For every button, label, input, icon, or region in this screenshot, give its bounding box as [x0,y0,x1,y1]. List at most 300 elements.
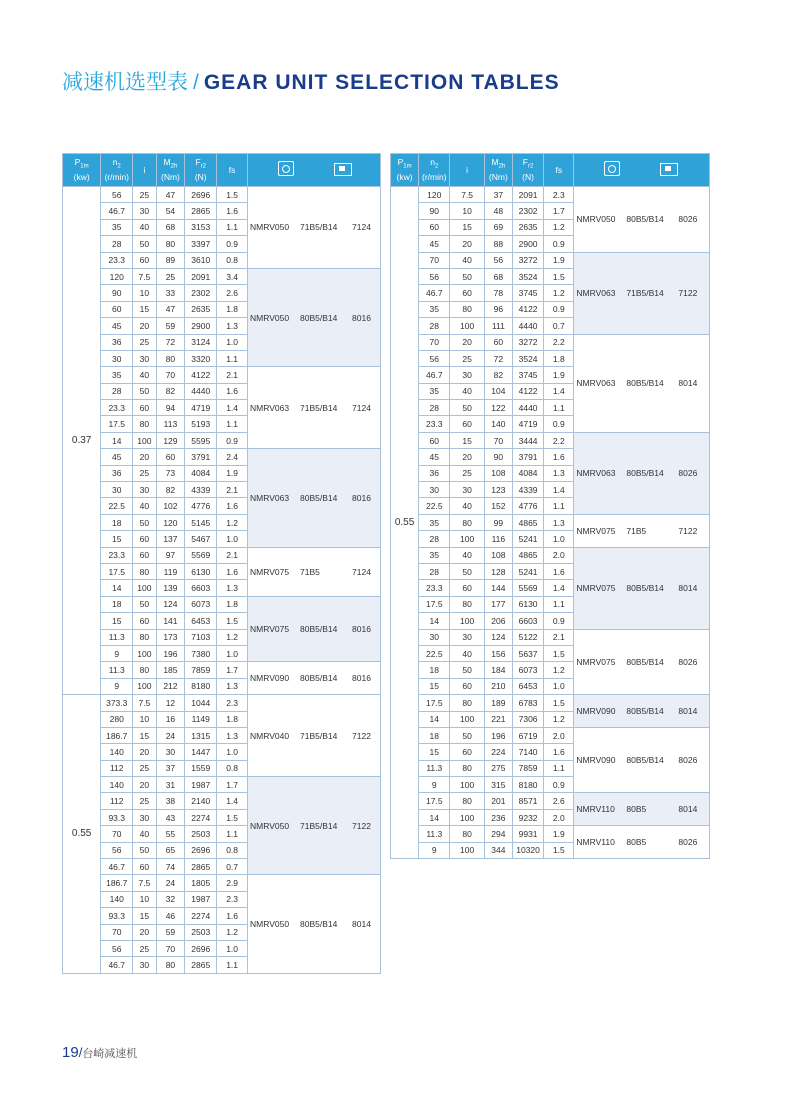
radial-load-value: 2696 [185,187,217,203]
radial-load-value: 5467 [185,531,217,547]
model-name: NMRV040 [250,730,290,741]
speed-value: 93.3 [101,908,133,924]
torque-header: $M_{2h}$ (Nm) [484,154,512,187]
radial-load-value: 9232 [512,809,543,825]
radial-load-value: 5241 [512,531,543,547]
speed-value: 46.7 [419,367,450,383]
service-factor-value: 0.9 [544,416,574,432]
speed-value: 11.3 [101,662,133,678]
motor-code: 8014 [678,378,698,389]
torque-value: 212 [156,678,185,694]
model-cell [574,252,710,334]
torque-value: 12 [156,695,185,711]
torque-value: 68 [156,219,185,235]
torque-value: 31 [156,777,185,793]
ratio-value: 40 [133,367,156,383]
model-cell [248,777,381,875]
radial-load-value: 1987 [185,891,217,907]
adapter-flange: 71B5/B14 [300,730,338,741]
model-name: NMRV090 [576,706,616,716]
radial-load-value: 3397 [185,236,217,252]
torque-value: 72 [484,350,512,366]
model-cell [574,547,710,629]
radial-load-value: 4122 [512,383,543,399]
ratio-value: 60 [450,678,484,694]
model-cell [574,629,710,695]
ratio-value: 15 [133,301,156,317]
speed-value: 18 [419,662,450,678]
torque-value: 99 [484,514,512,530]
torque-value: 73 [156,465,185,481]
table-row [391,432,710,448]
ratio-value: 80 [133,629,156,645]
speed-value: 15 [419,678,450,694]
speed-value: 36 [101,465,133,481]
torque-value: 24 [156,727,185,743]
radial-load-value: 7306 [512,711,543,727]
speed-value: 186.7 [101,727,133,743]
ratio-value: 15 [450,432,484,448]
speed-value: 36 [419,465,450,481]
torque-value: 78 [484,285,512,301]
ratio-value: 40 [450,645,484,661]
ratio-header: i [133,154,156,187]
torque-value: 141 [156,613,185,629]
radial-load-value: 7859 [185,662,217,678]
service-factor-value: 1.5 [217,187,248,203]
motor-code: 7122 [352,820,371,831]
ratio-value: 80 [450,793,484,809]
speed-value: 36 [101,334,133,350]
torque-value: 124 [156,596,185,612]
ratio-value: 60 [133,613,156,629]
ratio-value: 10 [133,285,156,301]
model-name: NMRV063 [250,402,290,413]
adapter-flange: 71B5/B14 [300,222,338,233]
service-factor-value: 0.9 [217,432,248,448]
radial-load-value: 6603 [185,580,217,596]
radial-load-value: 2302 [185,285,217,301]
speed-value: 35 [419,383,450,399]
torque-value: 47 [156,301,185,317]
model-cell [248,875,381,973]
radial-load-value: 5569 [185,547,217,563]
service-factor-value: 1.8 [544,350,574,366]
speed-value: 17.5 [419,596,450,612]
service-factor-value: 1.9 [217,465,248,481]
table-row [63,777,381,793]
torque-value: 111 [484,318,512,334]
speed-value: 22.5 [101,498,133,514]
service-factor-value: 0.8 [217,252,248,268]
ratio-value: 40 [450,383,484,399]
model-name: NMRV075 [250,624,290,635]
service-factor-value: 1.3 [217,678,248,694]
radial-load-value: 4865 [512,547,543,563]
torque-value: 60 [484,334,512,350]
ratio-value: 100 [133,580,156,596]
speed-value: 18 [101,596,133,612]
ratio-value: 80 [450,695,484,711]
service-factor-header: fs [544,154,574,187]
model-cell [248,268,381,366]
service-factor-value: 1.1 [544,760,574,776]
torque-value: 80 [156,236,185,252]
torque-value: 59 [156,318,185,334]
torque-value: 56 [484,252,512,268]
torque-value: 173 [156,629,185,645]
speed-value: 56 [101,940,133,956]
ratio-value: 40 [133,498,156,514]
model-name: NMRV110 [576,804,615,815]
service-factor-value: 1.0 [217,531,248,547]
radial-load-value: 6603 [512,613,543,629]
service-factor-value: 0.9 [544,236,574,252]
ratio-value: 25 [133,334,156,350]
table-row [391,252,710,268]
adapter-flange: 80B5 [626,804,647,815]
radial-load-value: 3791 [185,449,217,465]
speed-value: 9 [419,842,450,858]
torque-value: 156 [484,645,512,661]
speed-value: 70 [101,924,133,940]
speed-value: 22.5 [419,498,450,514]
service-factor-value: 1.1 [217,350,248,366]
ratio-value: 40 [450,498,484,514]
model-cell [248,596,381,662]
radial-load-value: 6719 [512,727,543,743]
torque-value: 275 [484,760,512,776]
motor-code: 8026 [678,755,698,766]
radial-load-value: 6783 [512,695,543,711]
ratio-value: 100 [450,318,484,334]
motor-code: 8016 [352,492,371,503]
ratio-value: 20 [133,924,156,940]
service-factor-value: 1.1 [544,400,574,416]
ratio-value: 10 [450,203,484,219]
table-row [63,187,381,203]
torque-value: 48 [484,203,512,219]
speed-value: 140 [101,891,133,907]
radial-load-header: $F_{r2}$ (N) [185,154,217,187]
page-footer [62,1044,137,1061]
speed-value: 17.5 [419,695,450,711]
radial-load-value: 1447 [185,744,217,760]
ratio-value: 80 [450,596,484,612]
torque-value: 82 [484,367,512,383]
model-cell [248,449,381,547]
model-cell [574,793,710,826]
radial-load-value: 2900 [512,236,543,252]
radial-load-value: 3791 [512,449,543,465]
radial-load-value: 1559 [185,760,217,776]
torque-value: 33 [156,285,185,301]
table-row [63,268,381,284]
service-factor-value: 1.8 [217,301,248,317]
speed-value: 56 [419,268,450,284]
service-factor-value: 1.9 [544,826,574,842]
model-name: NMRV075 [576,583,616,594]
torque-value: 113 [156,416,185,432]
service-factor-value: 1.1 [544,498,574,514]
worm-gear-icon [278,161,294,176]
radial-load-value: 3745 [512,367,543,383]
model-name: NMRV050 [250,820,290,831]
speed-header: $n_2$ (r/min) [419,154,450,187]
table-row [63,695,381,711]
service-factor-value: 1.2 [544,662,574,678]
ratio-value: 30 [450,629,484,645]
speed-value: 30 [419,629,450,645]
ratio-header: i [450,154,484,187]
speed-value: 17.5 [101,416,133,432]
ratio-value: 40 [133,219,156,235]
radial-load-value: 4122 [512,301,543,317]
table-row [391,629,710,645]
service-factor-value: 0.8 [217,760,248,776]
speed-value: 23.3 [101,400,133,416]
ratio-value: 30 [450,482,484,498]
radial-load-value: 4440 [512,318,543,334]
model-name: NMRV075 [576,525,616,536]
radial-load-value: 2865 [185,203,217,219]
radial-load-value: 5241 [512,563,543,579]
radial-load-value: 6453 [512,678,543,694]
speed-value: 35 [101,367,133,383]
motor-code: 7124 [352,402,371,413]
torque-value: 294 [484,826,512,842]
ratio-value: 10 [133,891,156,907]
ratio-value: 50 [133,842,156,858]
service-factor-value: 1.6 [544,449,574,465]
radial-load-value: 5122 [512,629,543,645]
speed-value: 11.3 [419,760,450,776]
ratio-value: 50 [133,383,156,399]
radial-load-header: $F_{r2}$ (N) [512,154,543,187]
adapter-flange: 80B5/B14 [626,468,664,479]
speed-value: 140 [101,744,133,760]
ratio-value: 100 [450,842,484,858]
ratio-value: 25 [450,350,484,366]
ratio-value: 40 [450,547,484,563]
speed-value: 140 [101,777,133,793]
speed-value: 56 [101,187,133,203]
radial-load-value: 7140 [512,744,543,760]
model-cell [248,367,381,449]
torque-value: 152 [484,498,512,514]
service-factor-value: 1.2 [544,285,574,301]
radial-load-value: 4776 [185,498,217,514]
adapter-flange: 71B5/B14 [626,288,664,299]
radial-load-value: 4339 [185,482,217,498]
radial-load-value: 6130 [512,596,543,612]
service-factor-value: 0.9 [544,777,574,793]
ratio-value: 30 [133,482,156,498]
service-factor-value: 1.5 [217,809,248,825]
radial-load-value: 3524 [512,268,543,284]
torque-value: 116 [484,531,512,547]
torque-value: 47 [156,187,185,203]
torque-value: 97 [156,547,185,563]
adapter-flange: 71B5/B14 [300,402,338,413]
radial-load-value: 2635 [185,301,217,317]
torque-value: 124 [484,629,512,645]
service-factor-value: 1.6 [217,498,248,514]
diagram-header [248,154,381,187]
radial-load-value: 3320 [185,350,217,366]
service-factor-value: 1.0 [544,531,574,547]
model-cell [248,695,381,777]
table-row [391,793,710,809]
service-factor-value: 1.4 [544,580,574,596]
motor-code: 8014 [678,804,698,815]
service-factor-value: 2.4 [217,449,248,465]
model-name: NMRV090 [250,673,290,684]
speed-value: 35 [419,301,450,317]
radial-load-value: 6453 [185,613,217,629]
service-factor-value: 2.0 [544,727,574,743]
speed-value: 28 [101,236,133,252]
radial-load-value: 2274 [185,809,217,825]
torque-value: 90 [484,449,512,465]
service-factor-value: 0.9 [544,301,574,317]
torque-header: $M_{2h}$ (Nm) [156,154,185,187]
torque-value: 43 [156,809,185,825]
ratio-value: 50 [133,236,156,252]
torque-value: 108 [484,465,512,481]
service-factor-value: 0.7 [217,859,248,875]
speed-value: 45 [419,236,450,252]
speed-value: 9 [419,777,450,793]
ratio-value: 50 [133,514,156,530]
ratio-value: 30 [133,350,156,366]
torque-value: 108 [484,547,512,563]
model-cell [574,695,710,728]
speed-value: 23.3 [101,547,133,563]
motor-code: 8026 [678,468,698,479]
speed-header: $n_2$ (r/min) [101,154,133,187]
service-factor-value: 2.2 [544,334,574,350]
adapter-flange: 71B5/B14 [300,820,338,831]
torque-value: 82 [156,482,185,498]
service-factor-value: 2.0 [544,547,574,563]
radial-load-value: 5595 [185,432,217,448]
ratio-value: 60 [450,416,484,432]
radial-load-value: 2696 [185,842,217,858]
ratio-value: 100 [450,711,484,727]
service-factor-value: 1.0 [217,334,248,350]
radial-load-value: 3272 [512,252,543,268]
torque-value: 144 [484,580,512,596]
torque-value: 94 [156,400,185,416]
radial-load-value: 9931 [512,826,543,842]
ratio-value: 60 [133,400,156,416]
table-row [63,449,381,465]
ratio-value: 20 [133,449,156,465]
radial-load-value: 2900 [185,318,217,334]
service-factor-value: 2.6 [217,285,248,301]
speed-value: 28 [419,531,450,547]
model-name: NMRV075 [250,566,290,577]
service-factor-value: 1.1 [217,416,248,432]
model-name: NMRV063 [250,492,290,503]
speed-value: 35 [101,219,133,235]
adapter-flange: 80B5/B14 [300,919,338,930]
torque-value: 24 [156,875,185,891]
radial-load-value: 1044 [185,695,217,711]
radial-load-value: 1315 [185,727,217,743]
power-header: $P_{1m}$ (kw) [391,154,419,187]
speed-value: 120 [419,187,450,203]
ratio-value: 7.5 [133,695,156,711]
torque-value: 59 [156,924,185,940]
torque-value: 184 [484,662,512,678]
ratio-value: 7.5 [450,187,484,203]
torque-value: 16 [156,711,185,727]
model-name: NMRV063 [576,468,616,479]
torque-value: 120 [156,514,185,530]
torque-value: 221 [484,711,512,727]
title-english: GEAR UNIT SELECTION TABLES [203,71,560,94]
ratio-value: 40 [133,826,156,842]
torque-value: 139 [156,580,185,596]
speed-value: 70 [419,334,450,350]
radial-load-value: 2503 [185,826,217,842]
ratio-value: 80 [450,760,484,776]
torque-value: 177 [484,596,512,612]
torque-value: 70 [484,432,512,448]
speed-value: 56 [101,842,133,858]
table-row [63,596,381,612]
model-cell [248,187,381,269]
radial-load-value: 2503 [185,924,217,940]
radial-load-value: 5637 [512,645,543,661]
radial-load-value: 7380 [185,645,217,661]
radial-load-value: 2635 [512,219,543,235]
radial-load-value: 4339 [512,482,543,498]
radial-load-value: 8571 [512,793,543,809]
service-factor-value: 1.2 [544,219,574,235]
motor-code: 8026 [678,214,698,225]
speed-value: 46.7 [101,957,133,973]
radial-load-value: 8180 [185,678,217,694]
ratio-value: 60 [450,285,484,301]
radial-load-value: 6130 [185,563,217,579]
torque-value: 224 [484,744,512,760]
speed-value: 11.3 [101,629,133,645]
service-factor-value: 1.0 [544,678,574,694]
service-factor-value: 1.1 [217,826,248,842]
speed-value: 23.3 [419,416,450,432]
model-name: NMRV050 [250,312,290,323]
model-cell [248,547,381,596]
ratio-value: 25 [133,760,156,776]
speed-value: 60 [101,301,133,317]
service-factor-header: fs [217,154,248,187]
torque-value: 104 [484,383,512,399]
model-cell [574,334,710,432]
ratio-value: 30 [133,203,156,219]
torque-value: 206 [484,613,512,629]
ratio-value: 80 [133,416,156,432]
ratio-value: 15 [133,727,156,743]
radial-load-value: 4440 [512,400,543,416]
radial-load-value: 4122 [185,367,217,383]
ratio-value: 7.5 [133,875,156,891]
speed-value: 14 [101,580,133,596]
ratio-value: 100 [133,678,156,694]
speed-value: 9 [101,645,133,661]
